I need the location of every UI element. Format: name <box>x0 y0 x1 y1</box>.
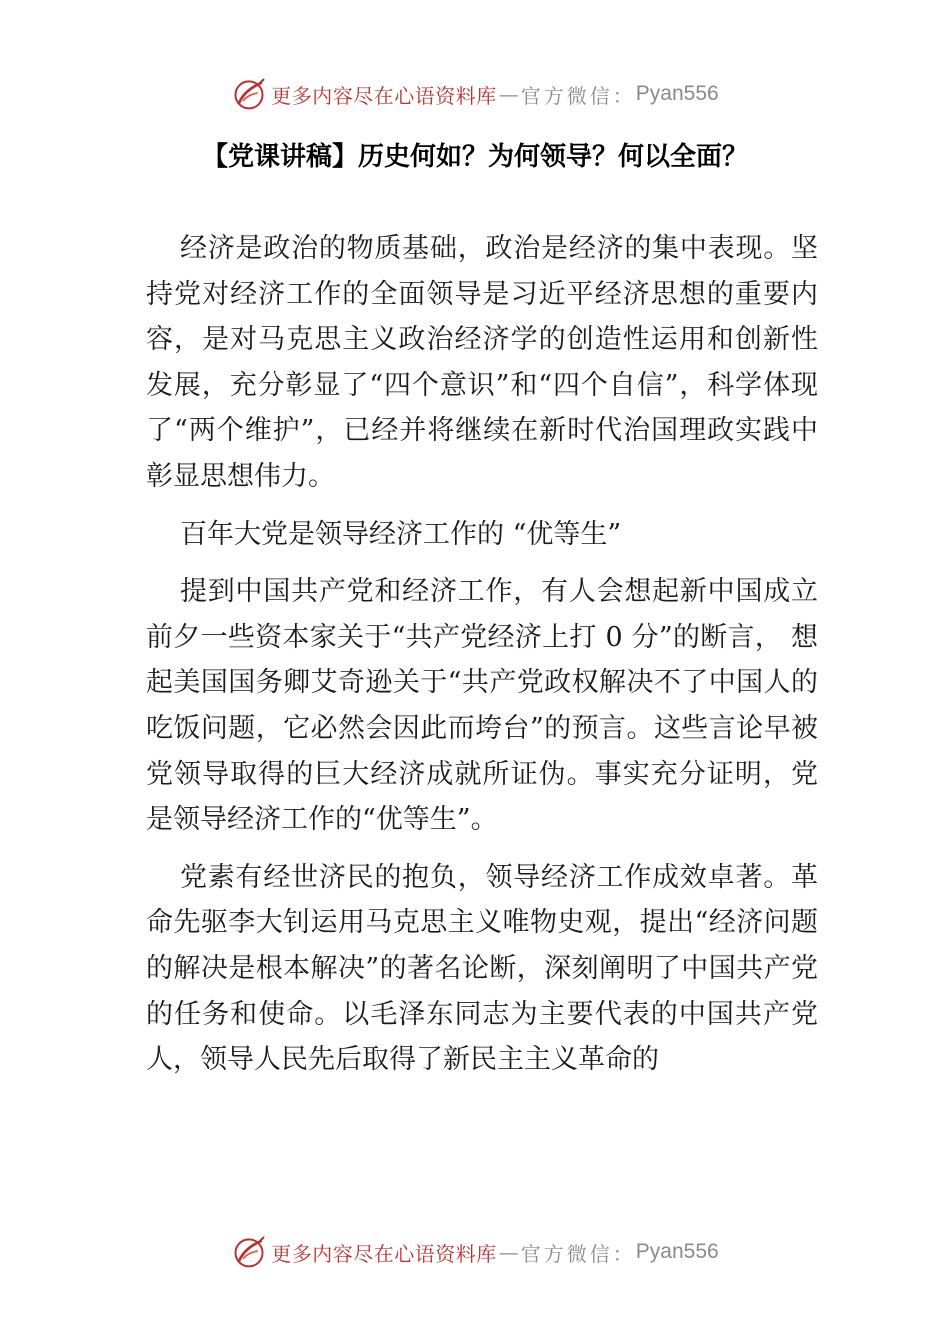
brand-text: 更多内容尽在心语资料库 <box>271 83 497 108</box>
wechat-id: Pyan556 <box>635 82 719 105</box>
brand-separator: — <box>498 1240 519 1264</box>
paragraph-intro: 经济是政治的物质基础，政治是经济的集中表现。坚持党对经济工作的全面领导是习近平经济思想的重要内容，是对马克思主义政治经济学的创造性运用和创新性发展，充分彰显了“四个意识”和“四个自信”，科学体现了“两个维护”，已经并将继续在新时代治国理政实践中彰显思想伟力。 <box>146 233 818 492</box>
brand-separator: — <box>498 82 519 106</box>
document-body <box>146 226 818 1083</box>
header-brand-bar <box>0 72 950 116</box>
paragraph-history: 提到中国共产党和经济工作，有人会想起新中国成立前夕一些资本家关于“共产党经济上打 0 分”的断言， 想起美国国务卿艾奇逊关于“共产党政权解决不了中国人的吃饭问题，它必然会因此而垮台”的预言。这些言论早被党领导取得的巨大经济成就所证伪。事实充分证明，党是领导经济工作的“优等生”。 <box>146 576 818 836</box>
swirl-logo-icon <box>231 1234 267 1270</box>
wechat-label: 官方微信： <box>520 1241 636 1266</box>
brand-text: 更多内容尽在心语资料库 <box>271 1241 497 1266</box>
wechat-label: 官方微信： <box>520 83 636 108</box>
section-heading: 百年大党是领导经济工作的 “优等生” <box>180 518 622 550</box>
wechat-id: Pyan556 <box>635 1240 719 1263</box>
document-title: 【党课讲稿】历史何如？为何领导？何以全面？ <box>201 142 748 172</box>
footer-brand-bar <box>0 1230 950 1274</box>
swirl-logo-icon <box>231 76 267 112</box>
paragraph-achievements: 党素有经世济民的抱负，领导经济工作成效卓著。革命先驱李大钊运用马克思主义唯物史观，提出“经济问题的解决是根本解决”的著名论断，深刻阐明了中国共产党的任务和使命。以毛泽东同志为主要代表的中国共产党人，领导人民先后取得了新民主主义革命的 <box>146 861 818 1076</box>
